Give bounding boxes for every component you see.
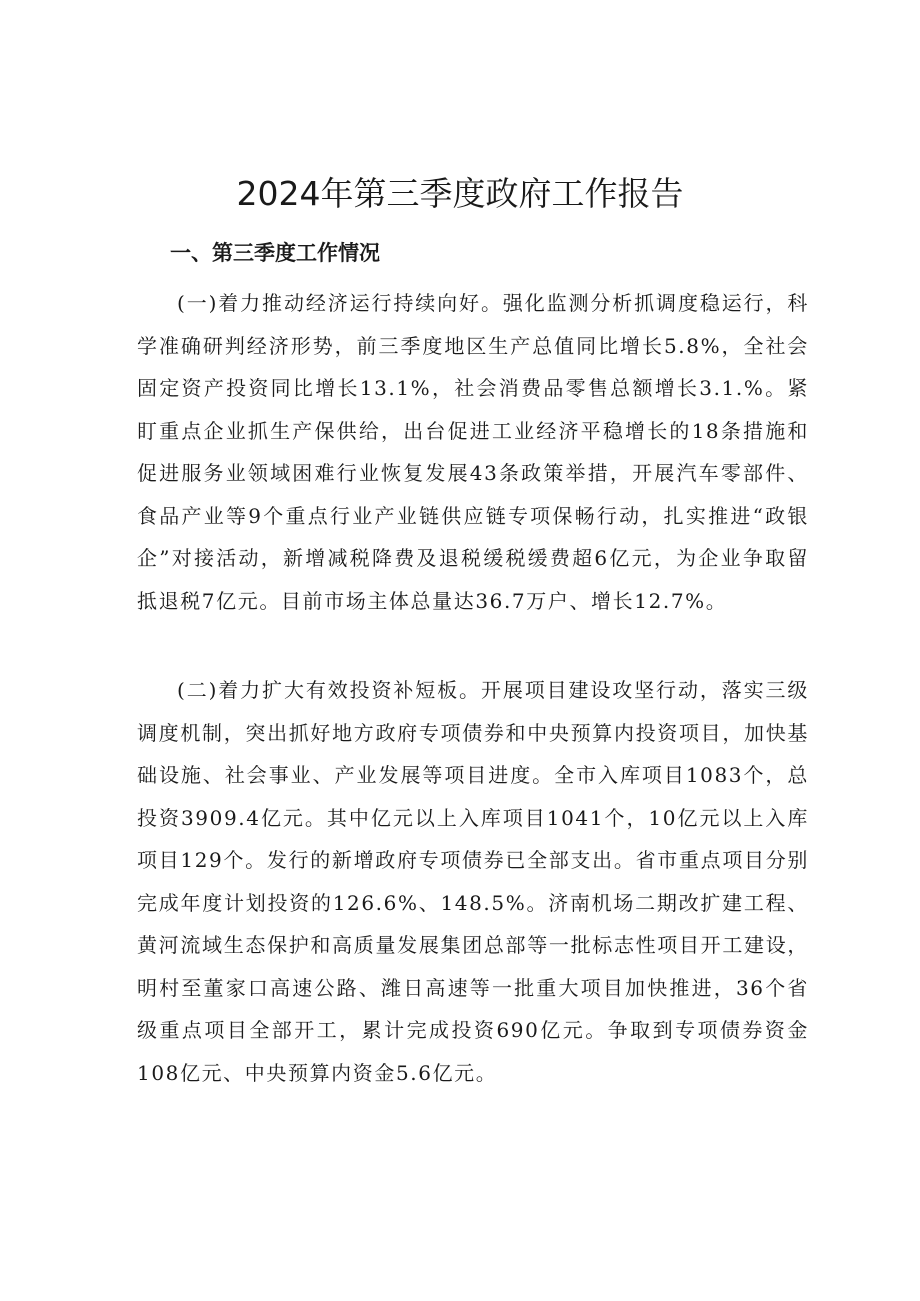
body-paragraph: (一)着力推动经济运行持续向好。强化监测分析抓调度稳运行，科学准确研判经济形势，前三季度地区生产总值同比增长5.8%，全社会固定资产投资同比增长13.1%，社会消费品零售总额增长3.1.%。紧盯重点企业抓生产保供给，出台促进工业经济平稳增长的18条措施和促进服务业领域困难行业恢复发展43条政策举措，开展汽车零部件、食品产业等9个重点行业产业链供应链专项保畅行动，扎实推进“政银企”对接活动，新增减税降费及退税缓税缓费超6亿元，为企业争取留抵退税7亿元。目前市场主体总量达36.7万户、增长12.7%。 — [137, 291, 809, 613]
body-paragraph: (二)着力扩大有效投资补短板。开展项目建设攻坚行动，落实三级调度机制，突出抓好地方政府专项债券和中央预算内投资项目，加快基础设施、社会事业、产业发展等项目进度。全市入库项目1083个，总投资3909.4亿元。其中亿元以上入库项目1041个，10亿元以上入库项目129个。发行的新增政府专项债券已全部支出。省市重点项目分别完成年度计划投资的126.6%、148.5%。济南机场二期改扩建工程、黄河流域生态保护和高质量发展集团总部等一批标志性项目开工建设，明村至董家口高速公路、潍日高速等一批重大项目加快推进，36个省级重点项目全部开工，累计完成投资690亿元。争取到专项债券资金108亿元、中央预算内资金5.6亿元。 — [137, 678, 809, 1085]
document-title: 2024年第三季度政府工作报告 — [236, 174, 684, 213]
section-heading: 一、第三季度工作情况 — [170, 241, 380, 265]
